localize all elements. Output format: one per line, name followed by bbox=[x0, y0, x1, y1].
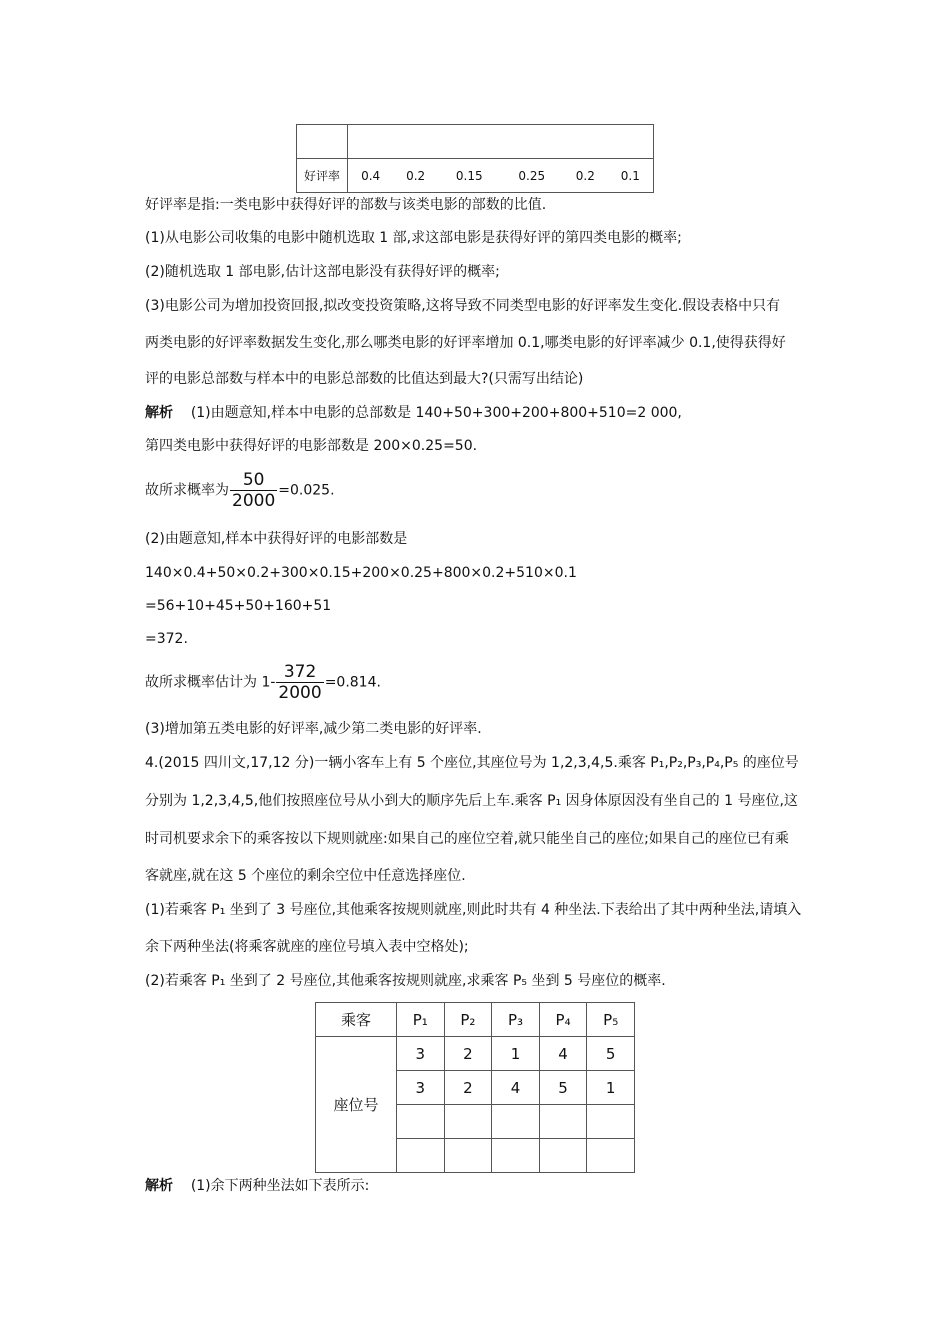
seat-cell-empty bbox=[539, 1105, 587, 1139]
seat-cell-empty bbox=[587, 1139, 635, 1173]
passenger-p4: P₄ bbox=[539, 1003, 587, 1037]
table-row bbox=[297, 159, 654, 193]
solution-1-line-1 bbox=[145, 403, 682, 423]
seat-cell-empty bbox=[539, 1139, 587, 1173]
question-3-line-1: (3)电影公司为增加投资回报,拟改变投资策略,这将导致不同类型电影的好评率发生变化.假设表格中只有 bbox=[145, 298, 781, 314]
rating-table bbox=[296, 124, 654, 193]
passenger-header: 乘客 bbox=[316, 1003, 397, 1037]
problem-4-line-4: 客就座,就在这 5 个座位的剩余空位中任意选择座位. bbox=[145, 868, 466, 884]
question-3-line-3: 评的电影总部数与样本中的电影总部数的比值达到最大?(只需写出结论) bbox=[145, 371, 584, 387]
problem-4-line-2: 分别为 1,2,3,4,5,他们按照座位号从小到大的顺序先后上车.乘客 P₁ 因身体原因没有坐自己的 1 号座位,这 bbox=[145, 793, 798, 809]
seat-cell-empty bbox=[397, 1139, 445, 1173]
question-2: (2)随机选取 1 部电影,估计这部电影没有获得好评的概率; bbox=[145, 264, 500, 280]
seat-cell: 4 bbox=[492, 1071, 540, 1105]
table-row bbox=[316, 1003, 635, 1037]
seat-cell-empty bbox=[444, 1105, 492, 1139]
result-prefix: 故所求概率估计为 1- bbox=[145, 674, 276, 691]
problem-4-question-1-line-1: (1)若乘客 P₁ 坐到了 3 号座位,其他乘客按规则就座,则此时共有 4 种坐法.下表给出了其中两种坐法,请填入 bbox=[145, 902, 802, 918]
question-3-line-2: 两类电影的好评率数据发生变化,那么哪类电影的好评率增加 0.1,哪类电影的好评率减少 0.1,使得获得好 bbox=[145, 335, 786, 351]
fraction-numerator: 50 bbox=[230, 470, 277, 491]
solution-text: (1)由题意知,样本中电影的总部数是 140+50+300+200+800+510=2 000, bbox=[190, 405, 682, 421]
fraction-denominator: 2000 bbox=[232, 491, 276, 511]
rating-value: 0.2 bbox=[393, 159, 438, 193]
solution-2-line-2: 140×0.4+50×0.2+300×0.15+200×0.25+800×0.2+510×0.1 bbox=[145, 565, 577, 581]
solution-2-line-4: =372. bbox=[145, 631, 188, 647]
seat-cell-empty bbox=[444, 1139, 492, 1173]
fraction bbox=[230, 470, 277, 511]
rating-row-label: 好评率 bbox=[297, 159, 348, 193]
fraction-numerator: 372 bbox=[276, 662, 323, 683]
seat-table bbox=[315, 1002, 635, 1173]
question-1: (1)从电影公司收集的电影中随机选取 1 部,求这部电影是获得好评的第四类电影的概率; bbox=[145, 230, 682, 246]
seat-cell-empty bbox=[492, 1139, 540, 1173]
solution-1-result bbox=[145, 470, 335, 511]
solution-label: 解析 bbox=[145, 405, 173, 421]
solution-2-line-1: (2)由题意知,样本中获得好评的电影部数是 bbox=[145, 531, 408, 547]
problem-4-line-3: 时司机要求余下的乘客按以下规则就座:如果自己的座位空着,就只能坐自己的座位;如果自己的座位已有乘 bbox=[145, 831, 789, 847]
rating-value: 0.4 bbox=[348, 159, 394, 193]
passenger-p1: P₁ bbox=[397, 1003, 445, 1037]
result-prefix: 故所求概率为 bbox=[145, 482, 229, 499]
rating-value: 0.2 bbox=[563, 159, 608, 193]
seat-cell: 4 bbox=[539, 1037, 587, 1071]
table-row bbox=[316, 1037, 635, 1071]
definition-text: 好评率是指:一类电影中获得好评的部数与该类电影的部数的比值. bbox=[145, 197, 547, 213]
solution-label: 解析 bbox=[145, 1178, 173, 1194]
seat-cell-empty bbox=[397, 1105, 445, 1139]
passenger-p3: P₃ bbox=[492, 1003, 540, 1037]
table-cell bbox=[297, 125, 348, 159]
seat-cell: 1 bbox=[587, 1071, 635, 1105]
seat-cell: 2 bbox=[444, 1037, 492, 1071]
solution-4-line-1 bbox=[145, 1176, 369, 1196]
seat-cell: 3 bbox=[397, 1037, 445, 1071]
seat-row-label: 座位号 bbox=[316, 1037, 397, 1173]
seat-cell: 2 bbox=[444, 1071, 492, 1105]
fraction-denominator: 2000 bbox=[278, 683, 322, 703]
seat-cell-empty bbox=[587, 1105, 635, 1139]
solution-2-line-3: =56+10+45+50+160+51 bbox=[145, 598, 332, 614]
solution-2-result bbox=[145, 662, 381, 703]
solution-3: (3)增加第五类电影的好评率,减少第二类电影的好评率. bbox=[145, 721, 482, 737]
passenger-p5: P₅ bbox=[587, 1003, 635, 1037]
solution-1-line-2: 第四类电影中获得好评的电影部数是 200×0.25=50. bbox=[145, 438, 478, 454]
passenger-p2: P₂ bbox=[444, 1003, 492, 1037]
seat-cell: 5 bbox=[539, 1071, 587, 1105]
solution-text: (1)余下两种坐法如下表所示: bbox=[190, 1178, 370, 1194]
result-suffix: =0.025. bbox=[278, 482, 335, 499]
seat-cell-empty bbox=[492, 1105, 540, 1139]
rating-value: 0.25 bbox=[500, 159, 563, 193]
seat-cell: 3 bbox=[397, 1071, 445, 1105]
problem-4-question-1-line-2: 余下两种坐法(将乘客就座的座位号填入表中空格处); bbox=[145, 939, 469, 955]
problem-4-line-1: 4.(2015 四川文,17,12 分)一辆小客车上有 5 个座位,其座位号为 1,2,3,4,5.乘客 P₁,P₂,P₃,P₄,P₅ 的座位号 bbox=[145, 755, 799, 771]
seat-cell: 5 bbox=[587, 1037, 635, 1071]
result-suffix: =0.814. bbox=[324, 674, 381, 691]
seat-cell: 1 bbox=[492, 1037, 540, 1071]
fraction bbox=[276, 662, 323, 703]
table-row bbox=[297, 125, 654, 159]
problem-4-question-2: (2)若乘客 P₁ 坐到了 2 号座位,其他乘客按规则就座,求乘客 P₅ 坐到 5 号座位的概率. bbox=[145, 973, 666, 989]
rating-value: 0.1 bbox=[608, 159, 654, 193]
rating-value: 0.15 bbox=[438, 159, 501, 193]
table-cell bbox=[348, 125, 654, 159]
